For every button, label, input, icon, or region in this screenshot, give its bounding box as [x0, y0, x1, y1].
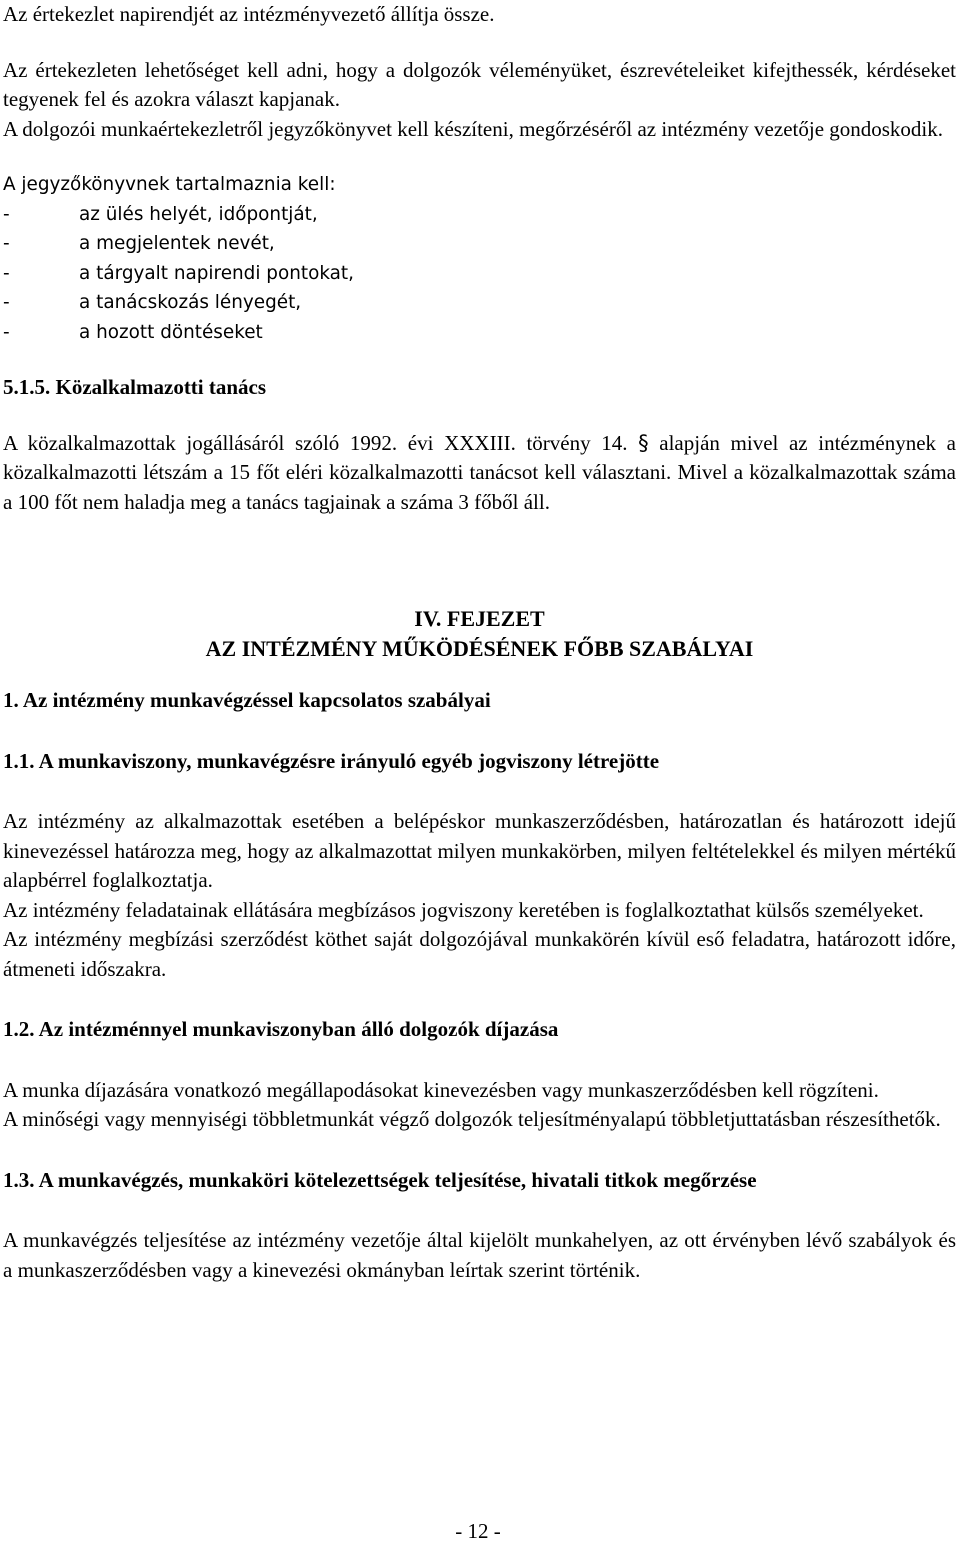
- list-item: - a tárgyalt napirendi pontokat,: [3, 259, 956, 289]
- section-sign: §: [638, 430, 649, 455]
- paragraph-employment-3: Az intézmény megbízási szerződést köthet saját dolgozójával munkakörén kívül eső feladatra, határozott időre, átmeneti időszakra.: [3, 927, 956, 981]
- paragraph-council: A közalkalmazottak jogállásáról szóló 1992. évi XXXIII. törvény 14. § alapján mivel az intézménynek a közalkalmazotti létszám a 15 főt eléri közalkalmazotti tanácsot kell választani. Mivel a közalkalmazottak száma a 100 főt nem haladja meg a tanács tagjainak a száma 3 főből áll.: [3, 430, 956, 514]
- section-heading-1-2: 1.2. Az intézménnyel munkaviszonyban álló dolgozók díjazása: [3, 1017, 559, 1041]
- section-heading-5-1-5: 5.1.5. Közalkalmazotti tanács: [3, 375, 267, 399]
- list-dash: -: [3, 233, 10, 254]
- list-item: - az ülés helyét, időpontját,: [3, 200, 956, 230]
- chapter-heading: [3, 604, 956, 664]
- section-heading-1-1: 1.1. A munkaviszony, munkavégzésre irányuló egyéb jogviszony létrejötte: [3, 748, 660, 773]
- list-dash: -: [3, 262, 10, 284]
- paragraph-pay-2: A minőségi vagy mennyiségi többletmunkát végző dolgozók teljesítményalapú többletjuttatásban részesíthetők.: [3, 1107, 941, 1131]
- list-item: - a megjelentek nevét,: [3, 229, 956, 259]
- page-number: - 12 -: [455, 1519, 501, 1543]
- list-item: - a hozott döntéseket: [3, 318, 956, 348]
- section-heading-1-3: 1.3. A munkavégzés, munkaköri kötelezettségek teljesítése, hivatali titkok megőrzése: [3, 1167, 757, 1192]
- section-heading-1: 1. Az intézmény munkavégzéssel kapcsolatos szabályai: [3, 688, 491, 712]
- paragraph-employment-2: Az intézmény feladatainak ellátására megbízásos jogviszony keretében is foglalkoztathat külsős személyeket.: [3, 897, 924, 922]
- list-dash: -: [3, 321, 10, 343]
- list-dash: -: [3, 203, 10, 225]
- paragraph-work-duties: A munkavégzés teljesítése az intézmény vezetője által kijelölt munkahelyen, az ott érvényben lévő szabályok és a munkaszerződésben vagy a kinevezési okmányban leírtak szerint történik.: [3, 1228, 956, 1282]
- list-item: - a tanácskozás lényegét,: [3, 288, 956, 318]
- paragraph-minutes-duty: A dolgozói munkaértekezletről jegyzőkönyvet kell készíteni, megőrzéséről az intézmény vezetője gondoskodik.: [3, 116, 944, 141]
- chapter-number: IV. FEJEZET: [414, 606, 545, 631]
- paragraph-pay-1: A munka díjazására vonatkozó megállapodásokat kinevezésben vagy munkaszerződésben kell rögzíteni.: [3, 1077, 879, 1102]
- paragraph-agenda: Az értekezlet napirendjét az intézményvezető állítja össze.: [3, 2, 495, 26]
- paragraph-meeting-rights: Az értekezleten lehetőséget kell adni, hogy a dolgozók véleményüket, észrevételeiket kifejthessék, kérdéseket tegyenek fel és azokra választ kapjanak.: [3, 57, 956, 111]
- list-dash: -: [3, 292, 10, 313]
- minutes-item-list: [3, 200, 956, 348]
- paragraph-employment-1: Az intézmény az alkalmazottak esetében a belépéskor munkaszerződésben, határozatlan és határozott idejű kinevezéssel határozza meg, hogy az alkalmazottat milyen munkakörben, milyen feltételekkel és milyen mértékű alapbérrel foglalkoztatja.: [3, 809, 956, 892]
- chapter-title: AZ INTÉZMÉNY MŰKÖDÉSÉNEK FŐBB SZABÁLYAI: [205, 636, 754, 661]
- document-page: [3, 0, 956, 1285]
- minutes-intro: A jegyzőkönyvnek tartalmaznia kell:: [3, 174, 336, 195]
